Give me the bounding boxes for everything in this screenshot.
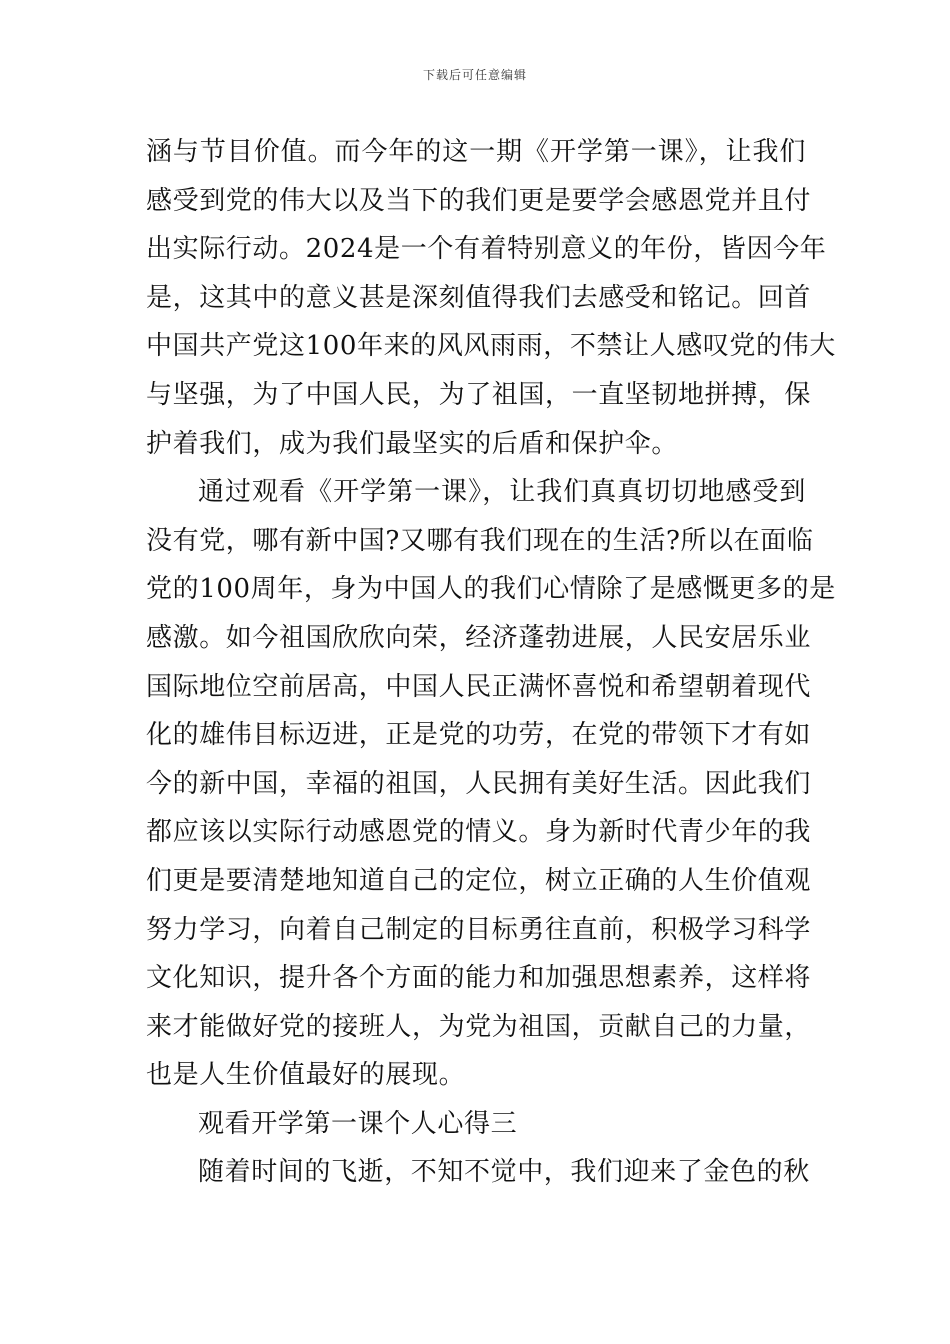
text-line: 没有党，哪有新中国?又哪有我们现在的生活?所以在面临 [146,525,814,556]
text-line: 党的100周年，身为中国人的我们心情除了是感慨更多的是 [146,574,836,605]
text-line: 来才能做好党的接班人，为党为祖国，贡献自己的力量， [146,1011,812,1042]
text-line: 化的雄伟目标迈进，正是党的功劳，在党的带领下才有如 [146,720,812,751]
text-line: 都应该以实际行动感恩党的情义。身为新时代青少年的我 [146,817,812,848]
section-heading: 观看开学第一课个人心得三 [198,1108,518,1139]
text-line: 与坚强，为了中国人民，为了祖国，一直坚韧地拼搏，保 [146,379,812,410]
text-line: 感激。如今祖国欣欣向荣，经济蓬勃进展，人民安居乐业 [146,622,812,653]
document-body [146,128,836,1197]
page-header-note: 下载后可任意编辑 [422,68,527,82]
text-line: 今的新中国，幸福的祖国，人民拥有美好生活。因此我们 [146,768,812,799]
text-line: 们更是要清楚地知道自己的定位，树立正确的人生价值观 [146,865,812,896]
paragraph-start-line: 通过观看《开学第一课》，让我们真真切切地感受到 [198,477,806,508]
text-line: 文化知识，提升各个方面的能力和加强思想素养，这样将 [146,963,812,994]
text-line: 是，这其中的意义甚是深刻值得我们去感受和铭记。回首 [146,282,812,313]
paragraph-start-line: 随着时间的飞逝，不知不觉中，我们迎来了金色的秋 [198,1157,810,1188]
text-line: 护着我们，成为我们最坚实的后盾和保护伞。 [146,428,679,459]
text-line: 国际地位空前居高，中国人民正满怀喜悦和希望朝着现代 [146,671,812,702]
text-line: 出实际行动。2024是一个有着特别意义的年份，皆因今年 [146,234,827,265]
text-line: 中国共产党这100年来的风风雨雨，不禁让人感叹党的伟大 [146,331,836,362]
text-line: 也是人生价值最好的展现。 [146,1060,466,1091]
text-line: 努力学习，向着自己制定的目标勇往直前，积极学习科学 [146,914,812,945]
text-line: 感受到党的伟大以及当下的我们更是要学会感恩党并且付 [146,185,812,216]
text-line: 涵与节目价值。而今年的这一期《开学第一课》，让我们 [146,137,806,167]
